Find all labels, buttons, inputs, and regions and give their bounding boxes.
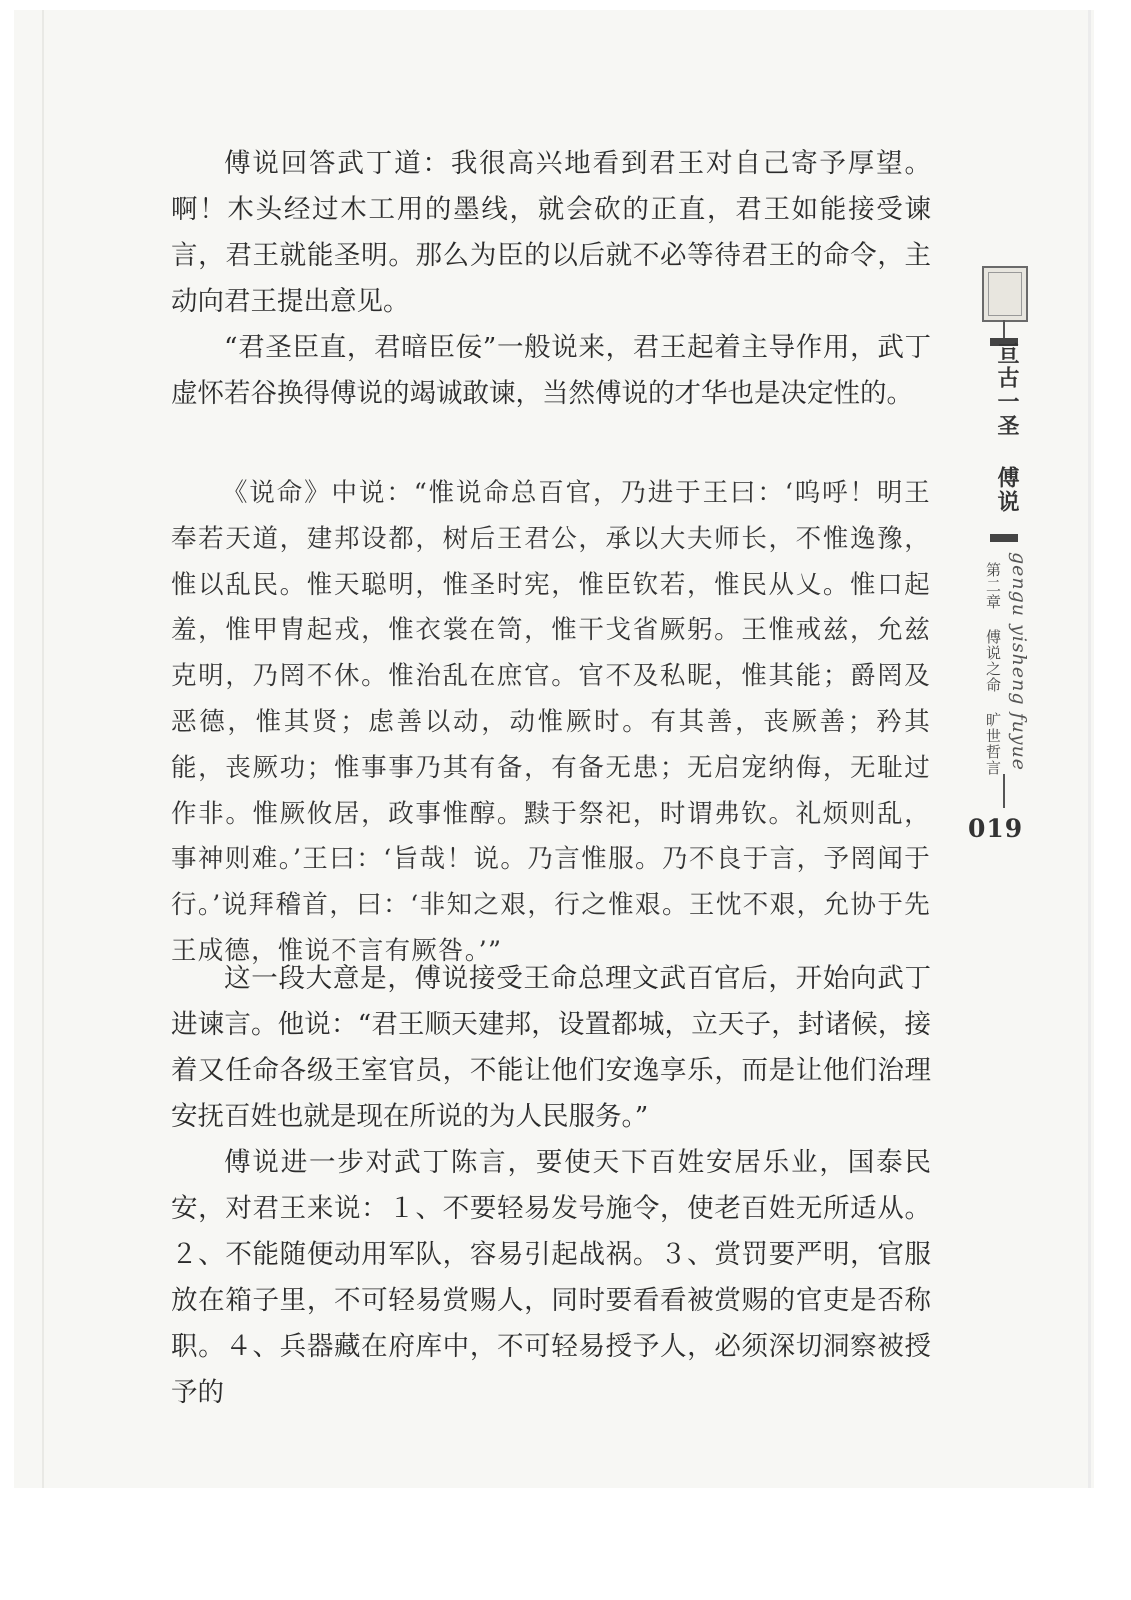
page-edge-left bbox=[42, 10, 44, 1488]
paragraph-2: “君圣臣直，君暗臣佞”一般说来，君王起着主导作用，武丁虚怀若谷换得傅说的竭诚敢谏，当然傅说的才华也是决定性的。 bbox=[171, 332, 931, 409]
paragraph-3: 这一段大意是，傅说接受王命总理文武百官后，开始向武丁进谏言。他说：“君王顺天建邦，设置都城，立天子，封诸候，接着又任命各级王室官员，不能让他们安逸享乐，而是让他们治理安抚百姓也就是现在所说的为人民服务。” bbox=[171, 963, 931, 1132]
paragraph-4: 傅说进一步对武丁陈言，要使天下百姓安居乐业，国泰民安，对君王来说：１、不要轻易发号施令，使老百姓无所适从。２、不能随便动用军队，容易引起战祸。３、赏罚要严明，官服放在箱子里，不可轻易赏赐人，同时要看看被赏赐的官吏是否称职。４、兵器藏在府库中，不可轻易授予人，必须深切洞察被授予的 bbox=[171, 1147, 931, 1408]
bracket-bottom bbox=[990, 534, 1018, 542]
series-title: 亘古一圣 傅说 bbox=[994, 342, 1020, 514]
side-running-header bbox=[958, 262, 1048, 862]
page-number: 019 bbox=[968, 814, 1024, 843]
body-text-bottom bbox=[171, 956, 931, 1416]
page-edge-right bbox=[1088, 10, 1091, 1488]
chapter-title: 第二章 傅说之命 旷世哲言 bbox=[984, 562, 1002, 776]
portrait-icon bbox=[982, 266, 1028, 322]
divider-line bbox=[1003, 320, 1005, 340]
paragraph-1: 傅说回答武丁道：我很高兴地看到君王对自己寄予厚望。啊！木头经过木工用的墨线，就会砍的正直，君王如能接受谏言，君王就能圣明。那么为臣的以后就不必等待君王的命令，主动向君王提出意见。 bbox=[171, 148, 931, 317]
series-pinyin: gengu yisheng fuyue bbox=[1008, 552, 1030, 772]
body-text-top bbox=[171, 141, 931, 417]
quote-paragraph: 《说命》中说：“惟说命总百官，乃进于王曰：‘呜呼！明王奉若天道，建邦设都，树后王君公，承以大夫师长，不惟逸豫，惟以乱民。惟天聪明，惟圣时宪，惟臣钦若，惟民从乂。惟口起羞，惟甲胄起戎，惟衣裳在笥，惟干戈省厥躬。王惟戒兹，允兹克明，乃罔不休。惟治乱在庶官。官不及私昵，惟其能；爵罔及恶德，惟其贤；虑善以动，动惟厥时。有其善，丧厥善；矜其能，丧厥功；惟事事乃其有备，有备无患；无启宠纳侮，无耻过作非。惟厥攸居，政事惟醇。黩于祭祀，时谓弗钦。礼烦则乱，事神则难。’王曰：‘旨哉！说。乃言惟服。乃不良于言，予罔闻于行。’说拜稽首，曰：‘非知之艰，行之惟艰。王忱不艰，允协于先王成德，惟说不言有厥咎。’” bbox=[171, 478, 931, 966]
classical-quote bbox=[171, 471, 931, 975]
divider-line-lower bbox=[1003, 774, 1005, 808]
